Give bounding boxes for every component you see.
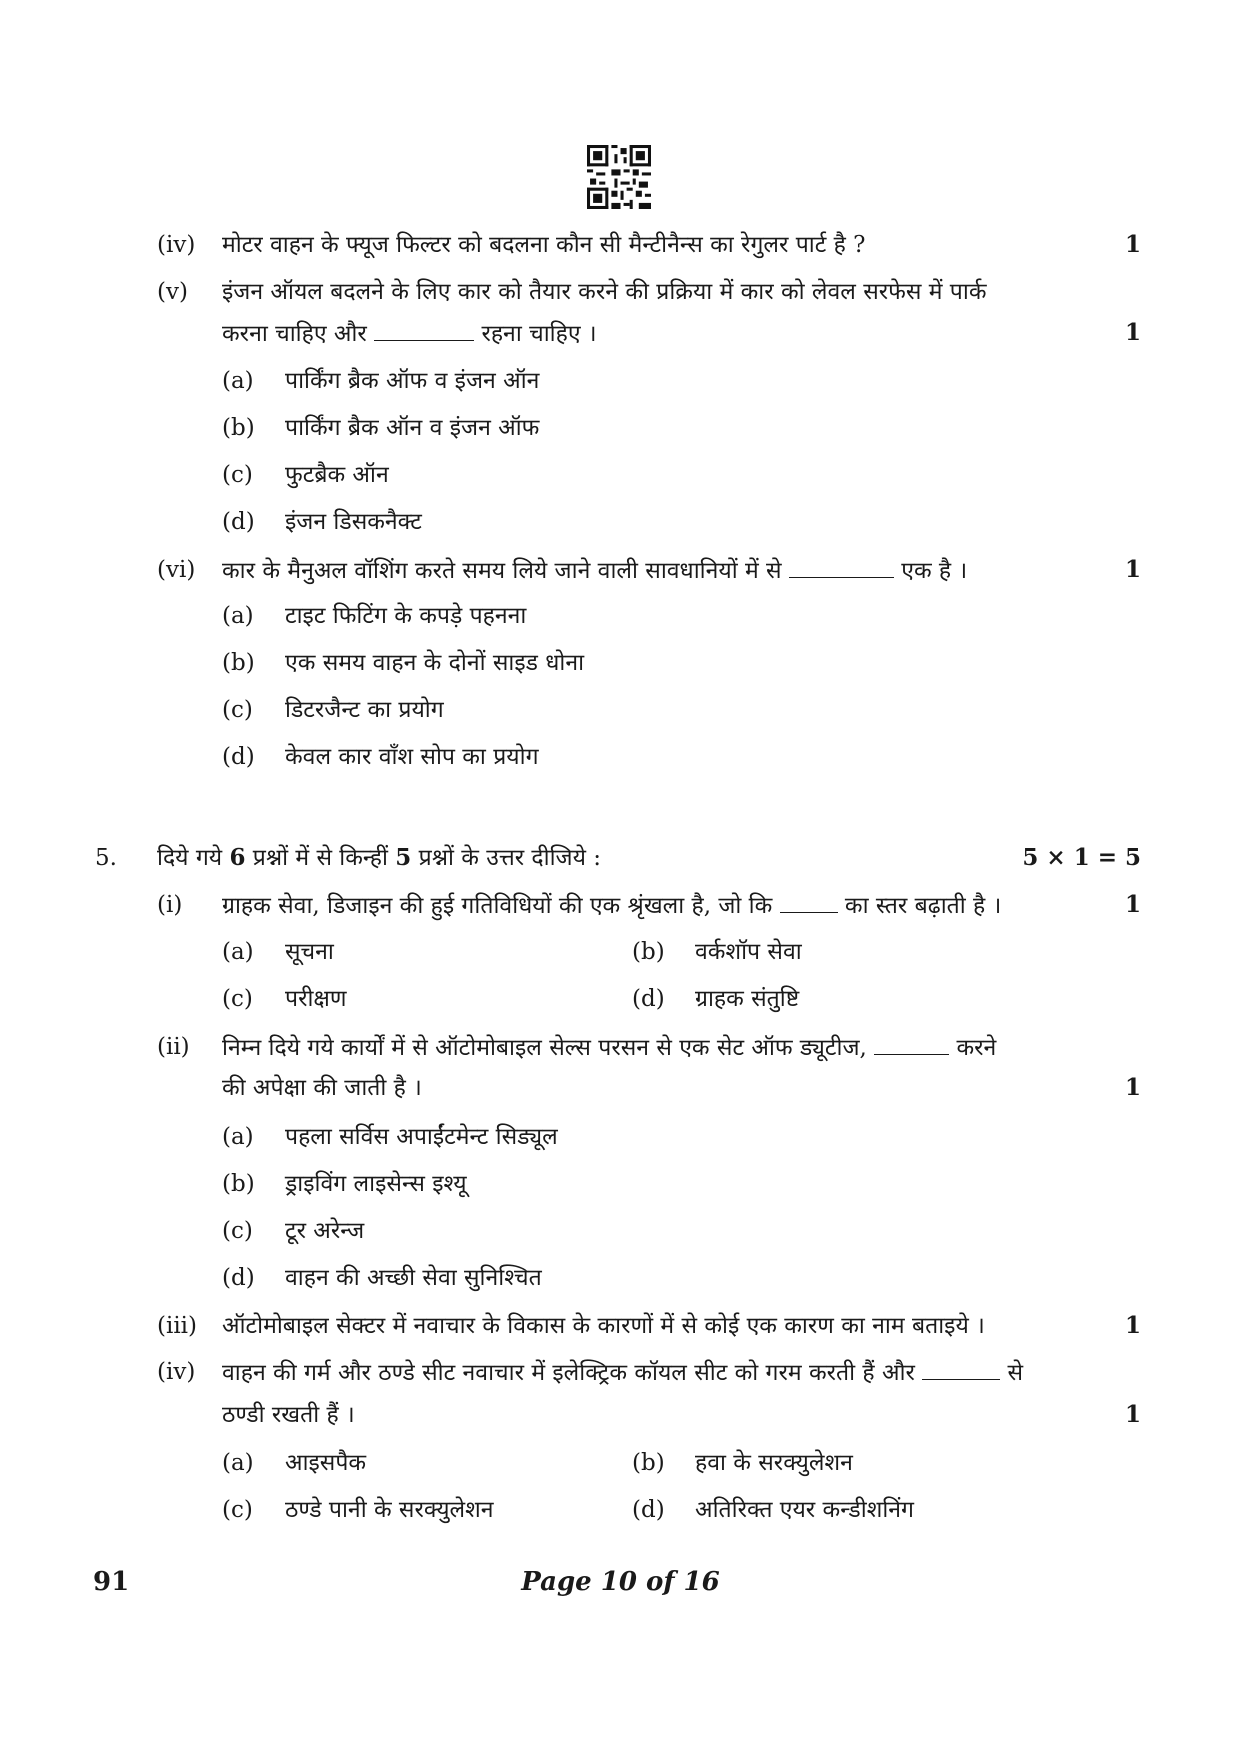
question-text-part: रहना चाहिए । <box>481 321 597 347</box>
question-number: (v) <box>157 279 188 305</box>
option-label: (b) <box>632 939 665 965</box>
question-text <box>222 1357 1023 1388</box>
question-text-part: ग्राहक सेवा, डिजाइन की हुई गतिविधियों की एक श्रृंखला है, जो कि <box>222 893 773 919</box>
question-text: इंजन ऑयल बदलने के लिए कार को तैयार करने की प्रक्रिया में कार को लेवल सरफेस में पार्क <box>222 279 987 305</box>
option-label: (a) <box>222 1124 254 1150</box>
question-number: (iv) <box>157 232 196 258</box>
question-text: की अपेक्षा की जाती है । <box>222 1075 422 1101</box>
option-label: (a) <box>222 1450 254 1476</box>
question-heading <box>157 843 601 873</box>
question-text-part: का स्तर बढ़ाती है । <box>844 893 1002 919</box>
option-text: टाइट फिटिंग के कपड़े पहनना <box>285 603 527 629</box>
question-text-part: करने <box>956 1035 997 1061</box>
option-text: ठण्डे पानी के सरक्युलेशन <box>285 1497 494 1523</box>
question-count: 5 <box>395 844 412 871</box>
question-number: (iv) <box>157 1359 196 1385</box>
option-label: (c) <box>222 1497 253 1523</box>
option-label: (c) <box>222 462 253 488</box>
option-label: (b) <box>222 1171 255 1197</box>
option-label: (c) <box>222 986 253 1012</box>
question-text-part: से <box>1007 1360 1024 1386</box>
option-text: परीक्षण <box>285 986 347 1012</box>
question-text: ऑटोमोबाइल सेक्टर में नवाचार के विकास के कारणों में से कोई एक कारण का नाम बताइये । <box>222 1313 985 1339</box>
option-label: (b) <box>632 1450 665 1476</box>
question-number: 5. <box>95 845 117 871</box>
question-text-part: वाहन की गर्म और ठण्डे सीट नवाचार में इलेक्ट्रिक कॉयल सीट को गरम करती हैं और <box>222 1360 915 1386</box>
paper-code: 91 <box>93 1567 130 1597</box>
question-marks: 5 × 1 = 5 <box>1022 844 1141 871</box>
question-number: (iii) <box>157 1313 198 1339</box>
answer-blank <box>780 890 838 913</box>
option-label: (d) <box>632 986 665 1012</box>
question-text <box>222 890 1001 921</box>
question-text-part: कार के मैनुअल वॉशिंग करते समय लिये जाने वाली सावधानियों में से <box>222 558 782 584</box>
answer-blank <box>922 1357 1000 1380</box>
question-text-part: करना चाहिए और <box>222 321 367 347</box>
question-marks: 1 <box>1124 231 1141 258</box>
question-text: ठण्डी रखती हैं । <box>222 1402 355 1428</box>
option-text: आइसपैक <box>285 1450 367 1476</box>
option-label: (d) <box>222 1265 255 1291</box>
option-label: (d) <box>222 744 255 770</box>
question-text: मोटर वाहन के फ्यूज फिल्टर को बदलना कौन सी मैन्टीनैन्स का रेगुलर पार्ट है ? <box>222 232 866 258</box>
question-text <box>222 1032 996 1063</box>
option-text: टूर अरेन्ज <box>285 1218 365 1244</box>
question-number: (i) <box>157 892 183 918</box>
question-text-part: प्रश्नों में से किन्हीं <box>252 845 388 871</box>
question-marks: 1 <box>1124 556 1141 583</box>
question-text <box>222 555 967 586</box>
question-text-part: निम्न दिये गये कार्यों में से ऑटोमोबाइल सेल्स परसन से एक सेट ऑफ ड्यूटीज, <box>222 1035 867 1061</box>
answer-blank <box>789 555 894 578</box>
option-label: (c) <box>222 697 253 723</box>
option-text: हवा के सरक्युलेशन <box>695 1450 853 1476</box>
answer-blank <box>874 1032 949 1055</box>
question-marks: 1 <box>1124 1074 1141 1101</box>
question-marks: 1 <box>1124 1312 1141 1339</box>
question-count: 6 <box>229 844 246 871</box>
question-marks: 1 <box>1124 891 1141 918</box>
option-text: अतिरिक्त एयर कन्डीशनिंग <box>695 1497 915 1523</box>
question-marks: 1 <box>1124 1401 1141 1428</box>
question-number: (vi) <box>157 557 196 583</box>
qr-code-image <box>587 145 651 209</box>
question-number: (ii) <box>157 1034 190 1060</box>
question-marks: 1 <box>1124 319 1141 346</box>
option-text: वर्कशॉप सेवा <box>695 939 802 965</box>
option-text: डिटरजैन्ट का प्रयोग <box>285 697 444 723</box>
option-text: पहला सर्विस अपाईंटमेन्ट सिड्यूल <box>285 1124 558 1150</box>
option-label: (b) <box>222 650 255 676</box>
option-text: पार्किंग ब्रैक ऑन व इंजन ऑफ <box>285 415 540 441</box>
question-text <box>222 318 597 349</box>
page-number: Page 10 of 16 <box>521 1567 720 1597</box>
option-text: पार्किंग ब्रैक ऑफ व इंजन ऑन <box>285 368 540 394</box>
option-text: फुटब्रैक ऑन <box>285 462 389 488</box>
question-text-part: दिये गये <box>157 845 223 871</box>
option-text: ड्राइविंग लाइसेन्स इश्यू <box>285 1171 467 1197</box>
option-label: (a) <box>222 939 254 965</box>
answer-blank <box>374 318 474 341</box>
option-label: (d) <box>632 1497 665 1523</box>
option-text: एक समय वाहन के दोनों साइड धोना <box>285 650 585 676</box>
option-text: ग्राहक संतुष्टि <box>695 986 800 1012</box>
option-label: (a) <box>222 368 254 394</box>
question-text-part: एक है । <box>901 558 968 584</box>
option-label: (a) <box>222 603 254 629</box>
option-label: (d) <box>222 509 255 535</box>
option-text: केवल कार वाँश सोप का प्रयोग <box>285 744 539 770</box>
option-label: (b) <box>222 415 255 441</box>
option-text: सूचना <box>285 939 334 965</box>
option-text: इंजन डिसकनैक्ट <box>285 509 422 535</box>
question-text-part: प्रश्नों के उत्तर दीजिये : <box>418 845 602 871</box>
option-label: (c) <box>222 1218 253 1244</box>
option-text: वाहन की अच्छी सेवा सुनिश्चित <box>285 1265 542 1291</box>
